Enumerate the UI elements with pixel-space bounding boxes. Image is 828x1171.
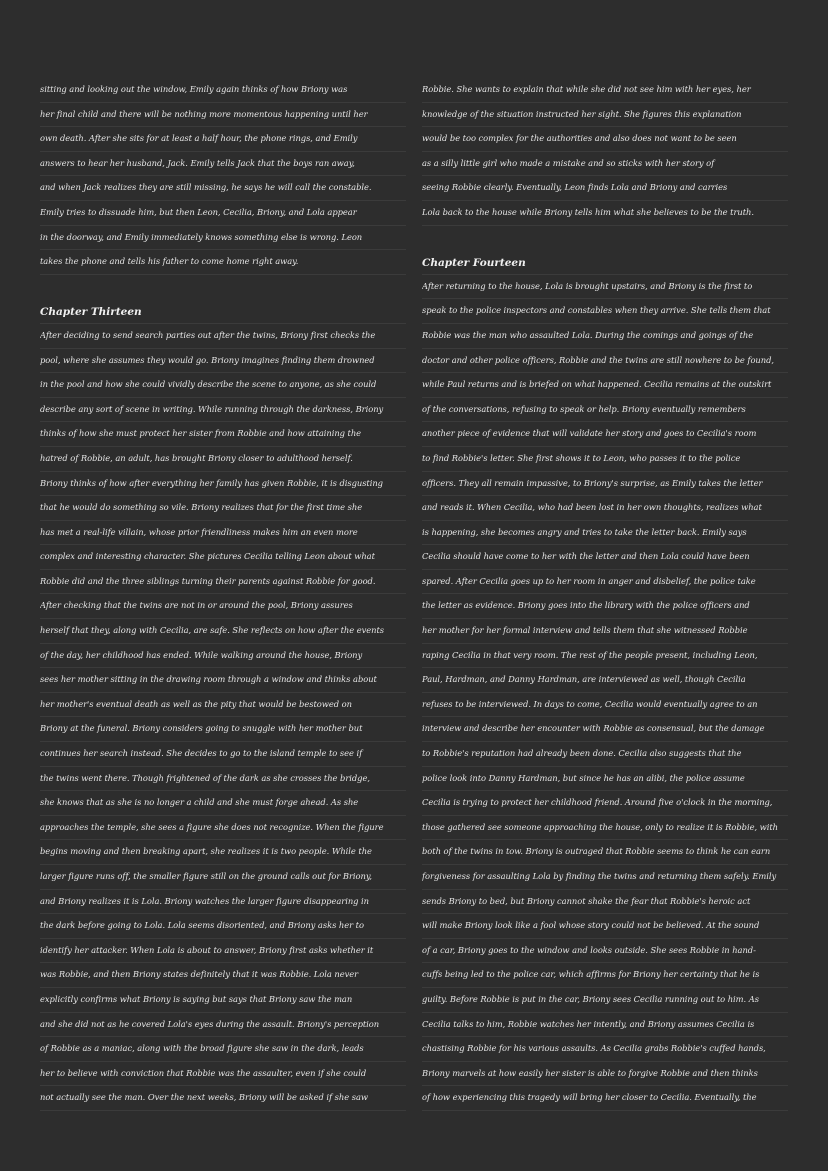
text-line: has met a real-life villain, whose prior friendliness makes him an even more	[40, 521, 406, 546]
text-line: speak to the police inspectors and constables when they arrive. She tells them that	[422, 299, 788, 324]
text-line: Paul, Hardman, and Danny Hardman, are interviewed as well, though Cecilia	[422, 668, 788, 693]
text-line: of the conversations, refusing to speak or help. Briony eventually remembers	[422, 398, 788, 423]
text-line: that he would do something so vile. Briony realizes that for the first time she	[40, 496, 406, 521]
text-line: the letter as evidence. Briony goes into the library with the police officers and	[422, 594, 788, 619]
text-line: complex and interesting character. She pictures Cecilia telling Leon about what	[40, 545, 406, 570]
text-line: sitting and looking out the window, Emily again thinks of how Briony was	[40, 78, 406, 103]
text-line: the twins went there. Though frightened of the dark as she crosses the bridge,	[40, 767, 406, 792]
text-line: Cecilia should have come to her with the letter and then Lola could have been	[422, 545, 788, 570]
text-line: was Robbie, and then Briony states definitely that it was Robbie. Lola never	[40, 963, 406, 988]
text-line: Briony marvels at how easily her sister is able to forgive Robbie and then thinks	[422, 1062, 788, 1087]
text-line: Robbie was the man who assaulted Lola. During the comings and goings of the	[422, 324, 788, 349]
text-line: chastising Robbie for his various assaults. As Cecilia grabs Robbie's cuffed hands,	[422, 1037, 788, 1062]
text-line: will make Briony look like a fool whose story could not be believed. At the sound	[422, 914, 788, 939]
text-line: hatred of Robbie, an adult, has brought Briony closer to adulthood herself.	[40, 447, 406, 472]
text-line: continues her search instead. She decides to go to the island temple to see if	[40, 742, 406, 767]
text-line: would be too complex for the authorities and also does not want to be seen	[422, 127, 788, 152]
text-line: the dark before going to Lola. Lola seems disoriented, and Briony asks her to	[40, 914, 406, 939]
text-line: begins moving and then breaking apart, she realizes it is two people. While the	[40, 840, 406, 865]
chapter-fourteen-paragraph	[422, 275, 788, 1111]
text-line: takes the phone and tells his father to come home right away.	[40, 250, 406, 275]
text-line: seeing Robbie clearly. Eventually, Leon finds Lola and Briony and carries	[422, 176, 788, 201]
text-line: of how experiencing this tragedy will bring her closer to Cecilia. Eventually, the	[422, 1086, 788, 1111]
text-line: of a car, Briony goes to the window and looks outside. She sees Robbie in hand-	[422, 939, 788, 964]
text-line: her to believe with conviction that Robbie was the assaulter, even if she could	[40, 1062, 406, 1087]
text-line: she knows that as she is no longer a child and she must forge ahead. As she	[40, 791, 406, 816]
text-line: identify her attacker. When Lola is about to answer, Briony first asks whether it	[40, 939, 406, 964]
chapter-fourteen-heading: Chapter Fourteen	[422, 250, 788, 275]
text-line: pool, where she assumes they would go. Briony imagines finding them drowned	[40, 349, 406, 374]
text-line: her mother's eventual death as well as the pity that would be bestowed on	[40, 693, 406, 718]
text-line: Briony thinks of how after everything her family has given Robbie, it is disgusting	[40, 472, 406, 497]
text-line: cuffs being led to the police car, which affirms for Briony her certainty that he is	[422, 963, 788, 988]
text-line: After checking that the twins are not in or around the pool, Briony assures	[40, 594, 406, 619]
text-line: larger figure runs off, the smaller figure still on the ground calls out for Briony,	[40, 865, 406, 890]
text-line: guilty. Before Robbie is put in the car, Briony sees Cecilia running out to him. As	[422, 988, 788, 1013]
text-line: After returning to the house, Lola is brought upstairs, and Briony is the first to	[422, 275, 788, 300]
text-line: Cecilia is trying to protect her childhood friend. Around five o'clock in the morning,	[422, 791, 788, 816]
text-line: refuses to be interviewed. In days to come, Cecilia would eventually agree to an	[422, 693, 788, 718]
text-line: and she did not as he covered Lola's eyes during the assault. Briony's perception	[40, 1013, 406, 1038]
text-line: police look into Danny Hardman, but since he has an alibi, the police assume	[422, 767, 788, 792]
text-line: to Robbie's reputation had already been done. Cecilia also suggests that the	[422, 742, 788, 767]
text-line: explicitly confirms what Briony is saying but says that Briony saw the man	[40, 988, 406, 1013]
text-line: sends Briony to bed, but Briony cannot shake the fear that Robbie's heroic act	[422, 890, 788, 915]
chapter-thirteen-paragraph	[40, 324, 406, 1111]
text-line: and reads it. When Cecilia, who had been lost in her own thoughts, realizes what	[422, 496, 788, 521]
text-line: spared. After Cecilia goes up to her room in anger and disbelief, the police take	[422, 570, 788, 595]
text-line: Emily tries to dissuade him, but then Leon, Cecilia, Briony, and Lola appear	[40, 201, 406, 226]
text-line: is happening, she becomes angry and tries to take the letter back. Emily says	[422, 521, 788, 546]
text-line: in the pool and how she could vividly describe the scene to anyone, as she could	[40, 373, 406, 398]
right-intro-paragraph	[422, 78, 788, 226]
blank-line	[40, 1111, 406, 1136]
text-line: Robbie did and the three siblings turning their parents against Robbie for good.	[40, 570, 406, 595]
text-line: of the day, her childhood has ended. While walking around the house, Briony	[40, 644, 406, 669]
text-line: and when Jack realizes they are still missing, he says he will call the constable.	[40, 176, 406, 201]
text-line: officers. They all remain impassive, to Briony's surprise, as Emily takes the letter	[422, 472, 788, 497]
text-line: forgiveness for assaulting Lola by finding the twins and returning them safely. Emily	[422, 865, 788, 890]
left-column	[40, 78, 406, 1136]
text-line: Robbie. She wants to explain that while she did not see him with her eyes, her	[422, 78, 788, 103]
chapter-thirteen-heading: Chapter Thirteen	[40, 299, 406, 324]
text-line: After deciding to send search parties out after the twins, Briony first checks the	[40, 324, 406, 349]
text-line: sees her mother sitting in the drawing room through a window and thinks about	[40, 668, 406, 693]
text-line: another piece of evidence that will validate her story and goes to Cecilia's room	[422, 422, 788, 447]
blank-line	[40, 275, 406, 300]
text-line: thinks of how she must protect her sister from Robbie and how attaining the	[40, 422, 406, 447]
text-line: to find Robbie's letter. She first shows it to Leon, who passes it to the police	[422, 447, 788, 472]
text-line: herself that they, along with Cecilia, are safe. She reflects on how after the events	[40, 619, 406, 644]
text-line: her mother for her formal interview and tells them that she witnessed Robbie	[422, 619, 788, 644]
text-line: in the doorway, and Emily immediately knows something else is wrong. Leon	[40, 226, 406, 251]
text-line: interview and describe her encounter with Robbie as consensual, but the damage	[422, 717, 788, 742]
text-line: own death. After she sits for at least a half hour, the phone rings, and Emily	[40, 127, 406, 152]
left-intro-paragraph	[40, 78, 406, 275]
text-line: not actually see the man. Over the next weeks, Briony will be asked if she saw	[40, 1086, 406, 1111]
text-line: raping Cecilia in that very room. The rest of the people present, including Leon,	[422, 644, 788, 669]
text-line: her final child and there will be nothing more momentous happening until her	[40, 103, 406, 128]
text-line: doctor and other police officers, Robbie and the twins are still nowhere to be found,	[422, 349, 788, 374]
text-line: approaches the temple, she sees a figure she does not recognize. When the figure	[40, 816, 406, 841]
right-column	[422, 78, 788, 1111]
text-line: Cecilia talks to him, Robbie watches her intently, and Briony assumes Cecilia is	[422, 1013, 788, 1038]
text-line: of Robbie as a maniac, along with the broad figure she saw in the dark, leads	[40, 1037, 406, 1062]
text-line: while Paul returns and is briefed on what happened. Cecilia remains at the outskirt	[422, 373, 788, 398]
text-line: as a silly little girl who made a mistake and so sticks with her story of	[422, 152, 788, 177]
text-line: both of the twins in tow. Briony is outraged that Robbie seems to think he can earn	[422, 840, 788, 865]
text-line: answers to hear her husband, Jack. Emily tells Jack that the boys ran away,	[40, 152, 406, 177]
blank-line	[422, 226, 788, 251]
text-line: knowledge of the situation instructed her sight. She figures this explanation	[422, 103, 788, 128]
text-line: Lola back to the house while Briony tells him what she believes to be the truth.	[422, 201, 788, 226]
text-line: and Briony realizes it is Lola. Briony watches the larger figure disappearing in	[40, 890, 406, 915]
text-line: Briony at the funeral. Briony considers going to snuggle with her mother but	[40, 717, 406, 742]
text-line: those gathered see someone approaching the house, only to realize it is Robbie, with	[422, 816, 788, 841]
text-line: describe any sort of scene in writing. While running through the darkness, Briony	[40, 398, 406, 423]
